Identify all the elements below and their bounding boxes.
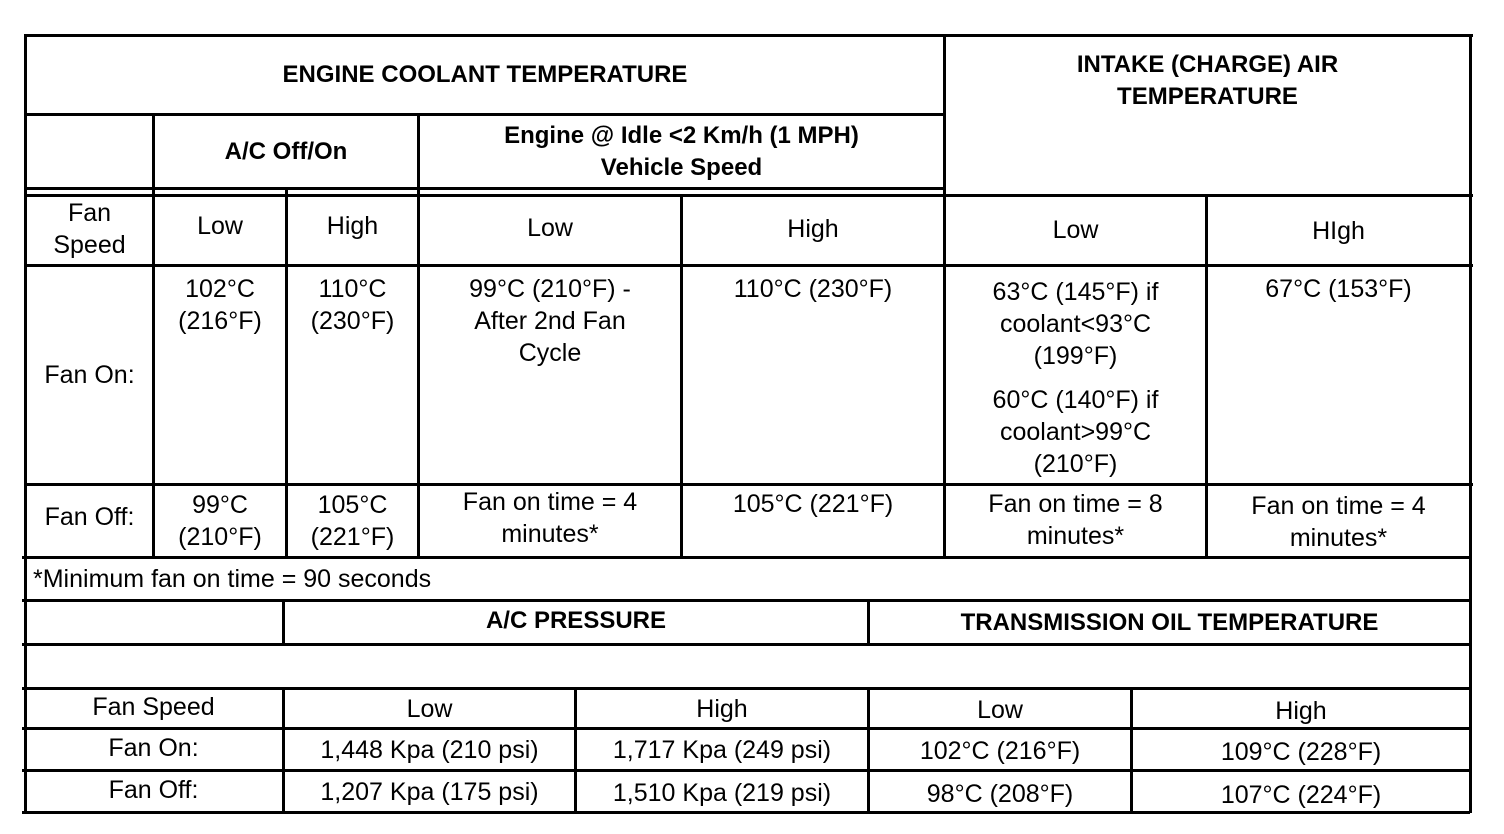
intake-low-header: Low (1052, 216, 1099, 244)
lower-fan-off-trans-high: 107°C (224°F) (1220, 780, 1382, 809)
fan-off-intake-low: Fan on time = 8 minutes* (988, 490, 1163, 550)
fan-on-intake-high: 67°C (153°F) (1265, 275, 1412, 303)
fan-off-label: Fan Off: (44, 503, 135, 531)
lower-fan-on-ac-high: 1,717 Kpa (249 psi) (612, 735, 832, 764)
fan-off-idle-low: Fan on time = 4 minutes* (462, 488, 638, 548)
engine-coolant-title: ENGINE COOLANT TEMPERATURE (282, 61, 688, 88)
footnote: *Minimum fan on time = 90 seconds (33, 565, 432, 593)
ac-off-on-header: A/C Off/On (224, 137, 348, 165)
lower-fan-speed-label: Fan Speed (92, 693, 215, 721)
fan-on-ac-low: 102°C (216°F) (178, 275, 262, 335)
ac-pressure-high-header: High (696, 694, 748, 723)
fan-on-idle-low: 99°C (210°F) - After 2nd Fan Cycle (469, 275, 631, 367)
idle-high-header: High (787, 215, 839, 243)
ac-high-header: High (326, 212, 379, 240)
fan-on-label: Fan On: (44, 361, 135, 389)
fan-off-intake-high: Fan on time = 4 minutes* (1251, 492, 1426, 552)
ac-pressure-title: A/C PRESSURE (485, 607, 667, 634)
ac-low-header: Low (197, 212, 243, 240)
fan-on-idle-high: 110°C (230°F) (733, 275, 893, 303)
lower-fan-off-ac-low: 1,207 Kpa (175 psi) (320, 777, 539, 806)
fan-on-intake-low-condition-2: 60°C (140°F) if coolant>99°C (210°F) (992, 386, 1159, 478)
intake-high-header: HIgh (1312, 217, 1365, 245)
lower-fan-off-trans-low: 98°C (208°F) (926, 779, 1074, 808)
idle-low-header: Low (527, 214, 573, 242)
intake-air-title: INTAKE (CHARGE) AIR TEMPERATURE (1076, 51, 1339, 110)
lower-fan-on-ac-low: 1,448 Kpa (210 psi) (320, 735, 539, 764)
lower-fan-on-trans-low: 102°C (216°F) (919, 737, 1081, 765)
fan-speed-label: Fan Speed (53, 199, 126, 259)
fan-on-intake-low-condition-1: 63°C (145°F) if coolant<93°C (199°F) (992, 278, 1159, 370)
lower-fan-on-label: Fan On: (108, 734, 199, 762)
fan-off-ac-high: 105°C (221°F) (310, 491, 395, 551)
engine-idle-header: Engine @ Idle <2 Km/h (1 MPH) Vehicle Speed (504, 121, 859, 181)
trans-low-header: Low (977, 696, 1023, 724)
trans-high-header: High (1275, 697, 1327, 725)
ac-pressure-low-header: Low (406, 694, 453, 723)
lower-fan-on-trans-high: 109°C (228°F) (1220, 738, 1382, 766)
fan-on-ac-high: 110°C (230°F) (310, 275, 395, 335)
fan-off-idle-high: 105°C (221°F) (732, 490, 894, 518)
fan-on-intake-low (946, 267, 1205, 483)
fan-off-ac-low: 99°C (210°F) (178, 491, 262, 551)
lower-fan-off-label: Fan Off: (108, 776, 199, 804)
lower-fan-off-ac-high: 1,510 Kpa (219 psi) (612, 778, 832, 807)
transmission-oil-title: TRANSMISSION OIL TEMPERATURE (960, 608, 1379, 636)
